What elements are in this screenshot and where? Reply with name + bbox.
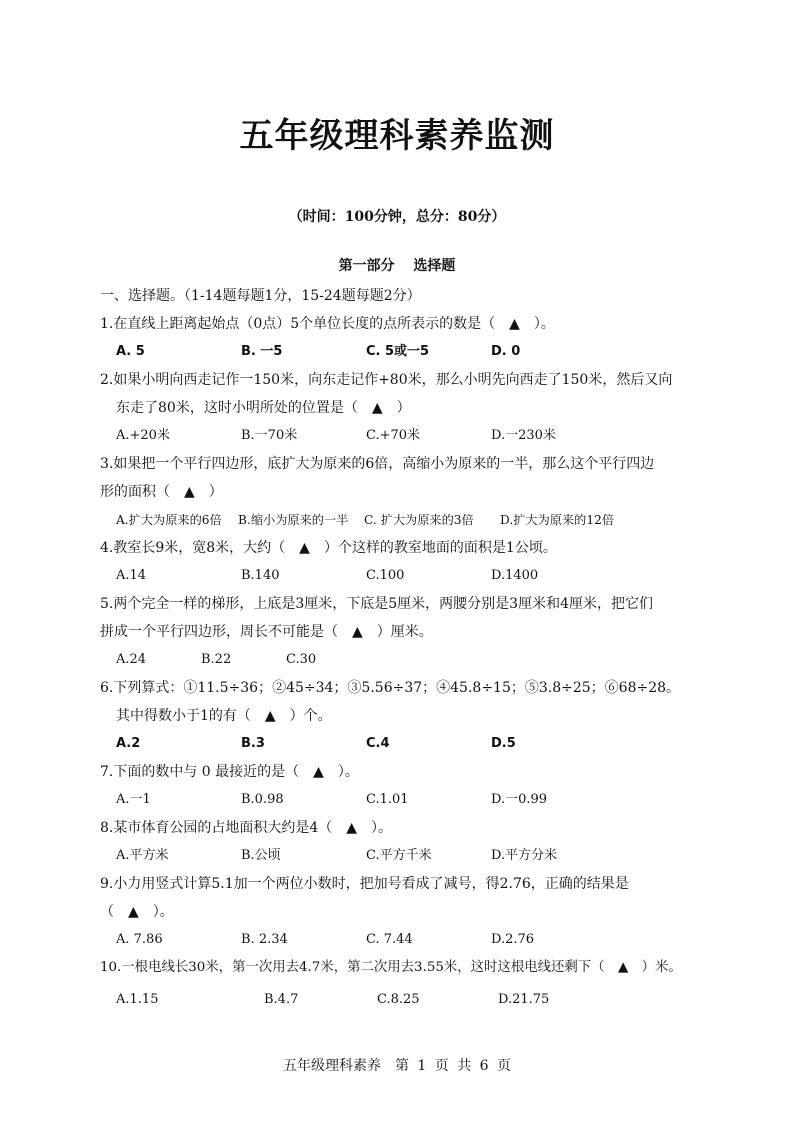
option: D.一230米 bbox=[491, 428, 556, 443]
question-6-text: 6.下列算式：①11.5÷36；②45÷34；③5.56÷37；④45.8÷15；⑤3.8÷25；⑥68÷28。 bbox=[100, 680, 681, 696]
option: A.一1 bbox=[116, 792, 151, 807]
question-9-text-cont: （ ▲ ）。 bbox=[100, 904, 174, 920]
question-9-text: 9.小力用竖式计算5.1加一个两位小数时，把加号看成了减号，得2.76，正确的结果是 bbox=[100, 876, 629, 892]
option: D.一0.99 bbox=[491, 792, 548, 807]
option: C.100 bbox=[366, 568, 405, 583]
option: A. 7.86 bbox=[116, 932, 163, 947]
option: B. 一5 bbox=[241, 344, 283, 359]
option: C.+70米 bbox=[366, 428, 421, 443]
option: D.21.75 bbox=[498, 992, 550, 1007]
question-7-text: 7.下面的数中与 0 最接近的是（ ▲ ）。 bbox=[100, 764, 359, 780]
question-3-text: 3.如果把一个平行四边形，底扩大为原来的6倍，高缩小为原来的一半，那么这个平行四边 bbox=[100, 456, 655, 472]
option: C.平方千米 bbox=[366, 848, 432, 863]
option: B.缩小为原来的一半 bbox=[238, 513, 349, 527]
option: C.1.01 bbox=[366, 792, 409, 807]
option: D.扩大为原来的12倍 bbox=[500, 513, 615, 527]
option: C.30 bbox=[286, 652, 317, 667]
question-content bbox=[100, 282, 700, 1014]
question-2-text-cont: 东走了80米，这时小明所处的位置是（ ▲ ） bbox=[116, 400, 411, 416]
question-2-text: 2.如果小明向西走记作一150米，向东走记作+80米，那么小明先向西走了150米，然后又向 bbox=[100, 372, 673, 388]
option: C. 5或一5 bbox=[366, 344, 430, 359]
question-5-options bbox=[100, 646, 700, 674]
option: A.14 bbox=[116, 568, 147, 583]
question-1-text: 1.在直线上距离起始点（0点）5个单位长度的点所表示的数是（ ▲ ）。 bbox=[100, 316, 555, 332]
question-10-text: 10.一根电线长30米，第一次用去4.7米，第二次用去3.55米，这时这根电线还剩下（ ▲ ）米。 bbox=[100, 960, 682, 975]
question-5-text-cont: 拼成一个平行四边形，周长不可能是（ ▲ ）厘米。 bbox=[100, 624, 433, 640]
option: D.2.76 bbox=[491, 932, 535, 947]
option: A.2 bbox=[116, 736, 141, 751]
question-9-options bbox=[100, 926, 700, 954]
option: A.1.15 bbox=[116, 992, 159, 1007]
question-8-text: 8.某市体育公园的占地面积大约是4（ ▲ ）。 bbox=[100, 820, 393, 836]
option: C.4 bbox=[366, 736, 390, 751]
option: B.一70米 bbox=[241, 428, 298, 443]
question-3-options bbox=[100, 506, 700, 534]
page-footer: 五年级理科素养 第 1 页 共 6 页 bbox=[282, 1058, 512, 1074]
question-8-options bbox=[100, 842, 700, 870]
option: A.平方米 bbox=[116, 848, 169, 863]
option: C. 扩大为原来的3倍 bbox=[364, 513, 474, 527]
question-4-options bbox=[100, 562, 700, 590]
part-heading: 第一部分 选择题 bbox=[338, 258, 456, 274]
option: A.+20米 bbox=[116, 428, 170, 443]
option: A.24 bbox=[116, 652, 147, 667]
section-heading: 一、选择题。（1-14题每题1分，15-24题每题2分） bbox=[100, 288, 421, 304]
option: B. 2.34 bbox=[241, 932, 288, 947]
option: C. 7.44 bbox=[366, 932, 413, 947]
option: D.5 bbox=[491, 736, 516, 751]
option: D. 0 bbox=[491, 344, 521, 359]
option: B.3 bbox=[241, 736, 265, 751]
question-10-options bbox=[100, 986, 700, 1014]
option: A.扩大为原来的6倍 bbox=[116, 513, 222, 527]
question-6-options bbox=[100, 730, 700, 758]
question-4-text: 4.教室长9米，宽8米，大约（ ▲ ）个这样的教室地面的面积是1公顷。 bbox=[100, 540, 557, 556]
option: B.4.7 bbox=[264, 992, 299, 1007]
option: C.8.25 bbox=[377, 992, 420, 1007]
option: A. 5 bbox=[116, 344, 145, 359]
question-3-text-cont: 形的面积（ ▲ ） bbox=[100, 484, 223, 500]
question-6-text-cont: 其中得数小于1的有（ ▲ ）个。 bbox=[116, 708, 332, 724]
question-1-options bbox=[100, 338, 700, 366]
option: D.平方分米 bbox=[491, 848, 558, 863]
option: B.140 bbox=[241, 568, 280, 583]
option: B.公顷 bbox=[241, 848, 281, 863]
exam-subtitle: （时间：100分钟，总分：80分） bbox=[288, 209, 506, 225]
option: D.1400 bbox=[491, 568, 539, 583]
question-5-text: 5.两个完全一样的梯形，上底是3厘米，下底是5厘米，两腰分别是3厘米和4厘米，把它们 bbox=[100, 596, 653, 612]
option: B.0.98 bbox=[241, 792, 284, 807]
question-2-options bbox=[100, 422, 700, 450]
option: B.22 bbox=[201, 652, 232, 667]
page-title: 五年级理科素养监测 bbox=[239, 116, 555, 156]
question-7-options bbox=[100, 786, 700, 814]
